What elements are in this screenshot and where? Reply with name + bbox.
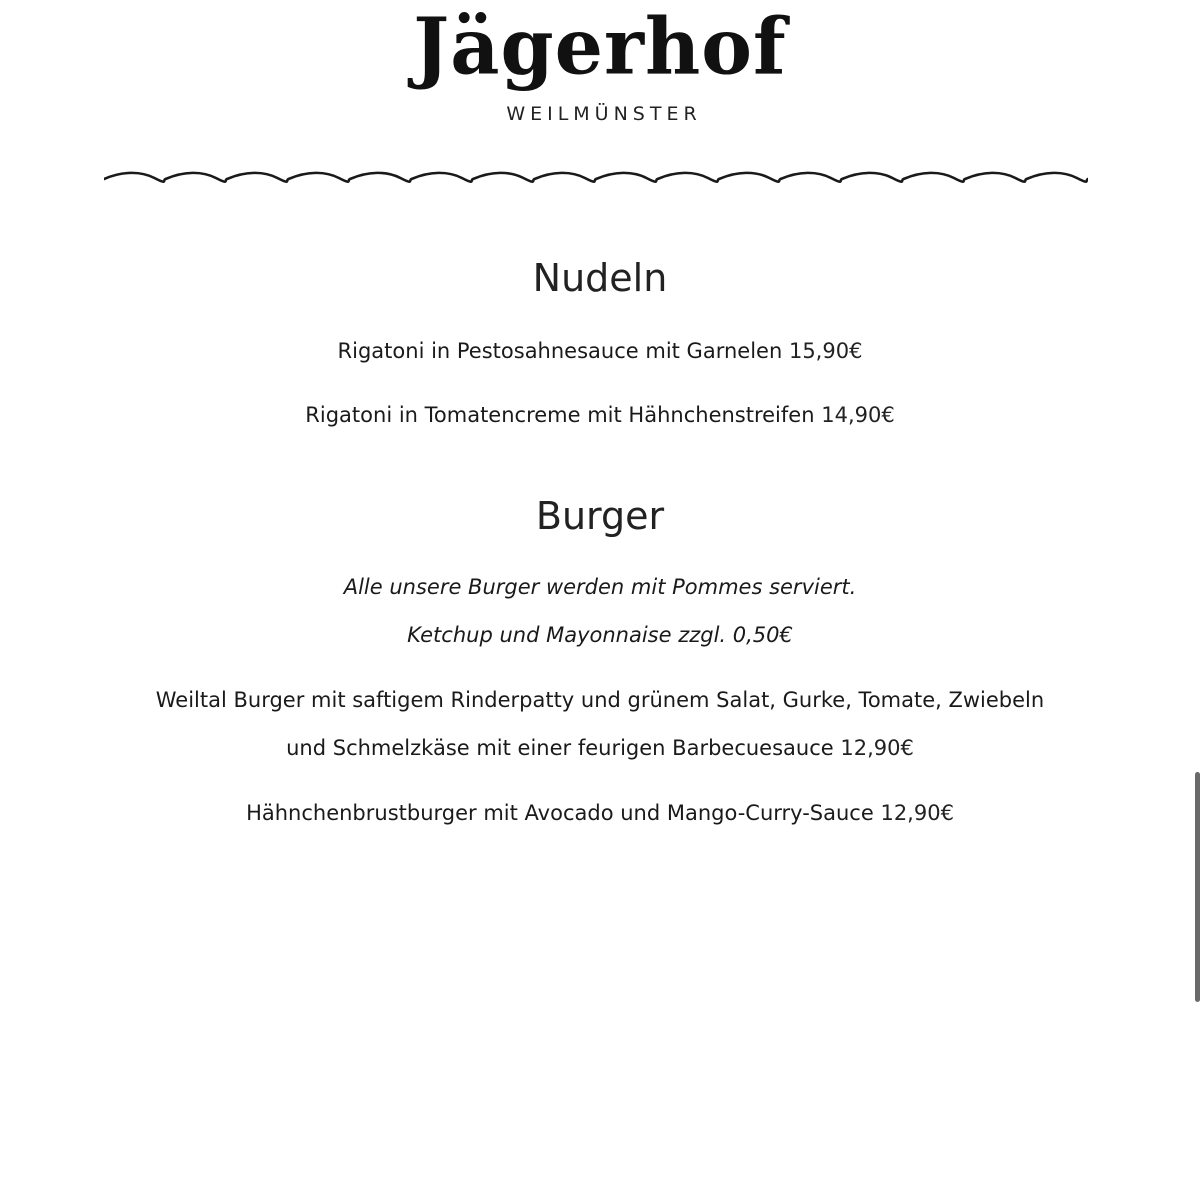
menu-item-line bbox=[0, 736, 1200, 760]
menu-item-name: Rigatoni in Pestosahnesauce mit Garnelen bbox=[337, 339, 783, 363]
section-note: Alle unsere Burger werden mit Pommes serviert. bbox=[343, 575, 857, 599]
menu-item bbox=[0, 403, 1200, 427]
menu-item-price: 12,90€ bbox=[880, 801, 954, 825]
menu-item bbox=[0, 801, 1200, 825]
section-title-nudeln: Nudeln bbox=[532, 256, 668, 300]
menu-item-name: Hähnchenbrustburger mit Avocado und Mango-Curry-Sauce bbox=[246, 801, 874, 825]
menu-item-price: 14,90€ bbox=[821, 403, 895, 427]
menu-item-price: 12,90€ bbox=[840, 736, 914, 760]
logo-title: Jägerhof bbox=[413, 1, 787, 92]
wave-divider bbox=[104, 160, 1088, 190]
menu-item-line bbox=[0, 688, 1200, 712]
menu-item-name-continued: und Schmelzkäse mit einer feurigen Barbecuesauce bbox=[286, 736, 834, 760]
scrollbar-thumb[interactable] bbox=[1195, 772, 1200, 1002]
menu-item-price: 15,90€ bbox=[788, 339, 863, 363]
section-note: Ketchup und Mayonnaise zzgl. 0,50€ bbox=[407, 623, 793, 647]
section-title-burger: Burger bbox=[535, 494, 665, 538]
menu-item-name: Weiltal Burger mit saftigem Rinderpatty und grünem Salat, Gurke, Tomate, Zwiebeln bbox=[155, 688, 1045, 712]
logo-subtitle: WEILMÜNSTER bbox=[506, 103, 702, 125]
menu-item-name: Rigatoni in Tomatencreme mit Hähnchenstreifen bbox=[305, 403, 815, 427]
menu-item bbox=[0, 339, 1200, 363]
